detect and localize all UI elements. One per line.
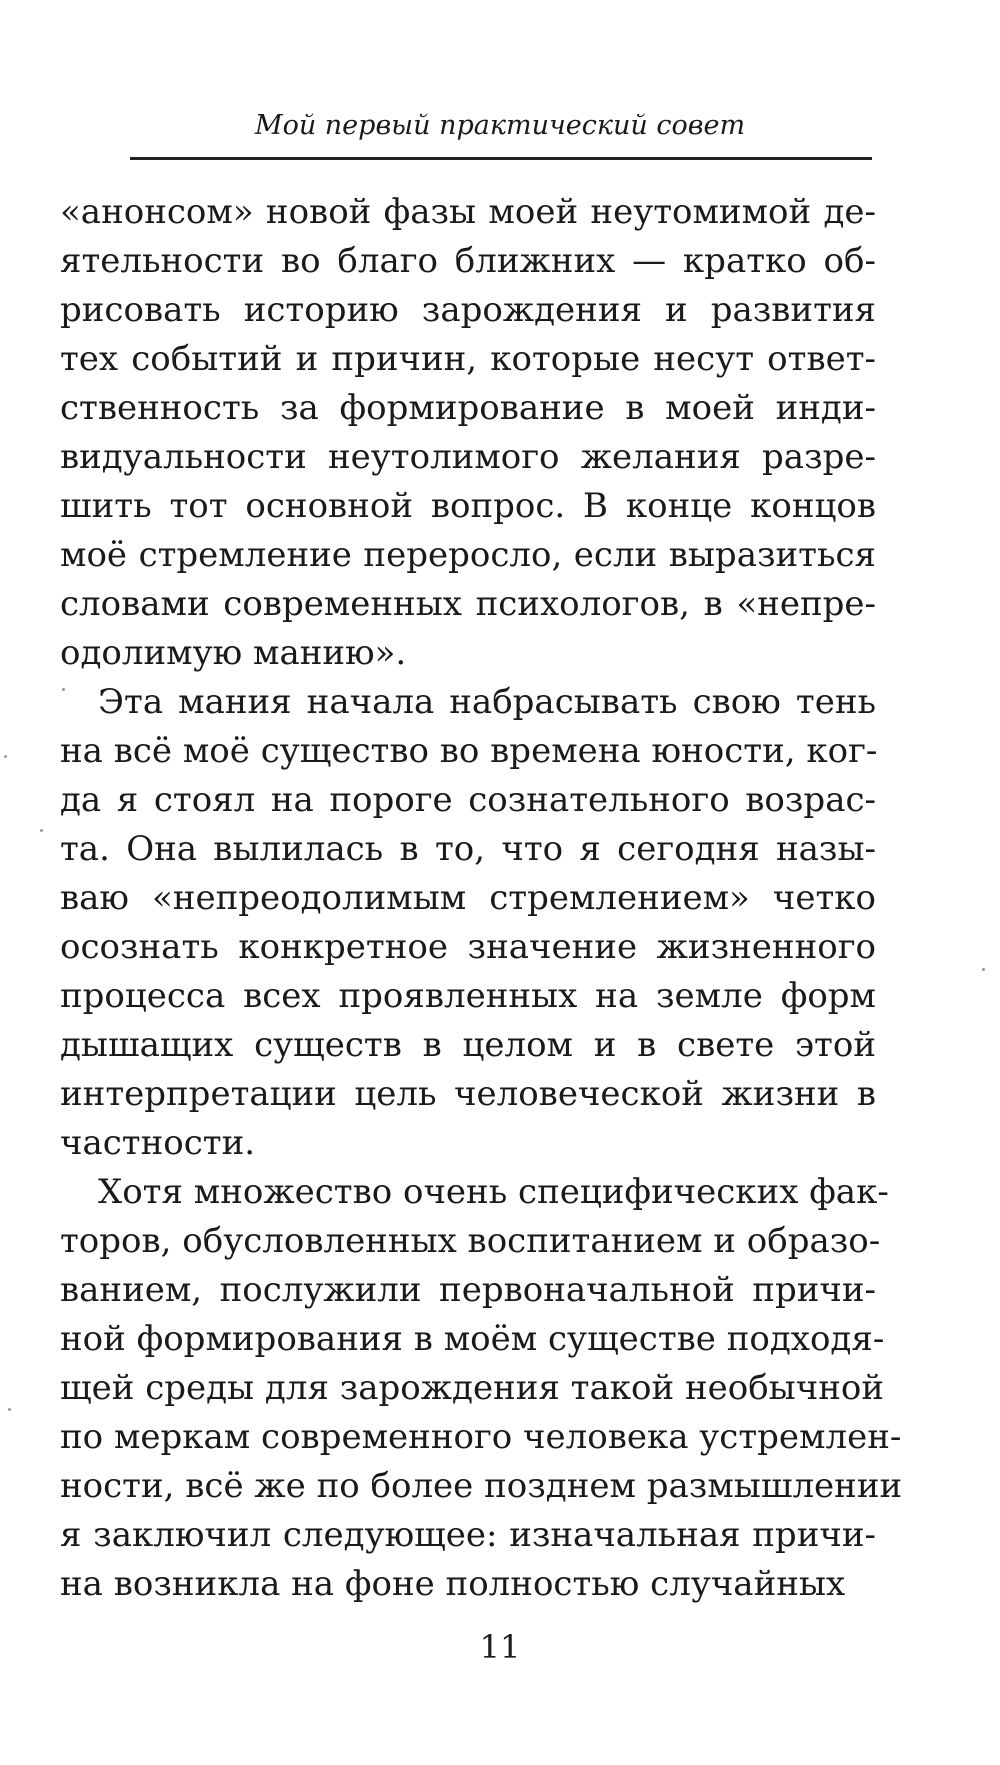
running-header: Мой первый практический совет xyxy=(254,110,746,141)
text-line: видуальности неутолимого желания разре- xyxy=(60,437,876,477)
text-line: торов, обусловленных воспитанием и образо- xyxy=(60,1221,881,1261)
text-line: одолимую манию». xyxy=(60,633,407,673)
text-line: ваю «непреодолимым стремлением» четко xyxy=(60,878,876,918)
text-line: тех событий и причин, которые несут ответ- xyxy=(60,339,876,379)
text-line: я заключил следующее: изначальная причи- xyxy=(60,1515,876,1555)
scan-speck xyxy=(4,755,7,758)
text-line: та. Она вылилась в то, что я сегодня назы- xyxy=(60,829,876,869)
header-rule xyxy=(130,157,872,160)
text-line: Эта мания начала набрасывать свою тень xyxy=(98,682,876,722)
scan-speck xyxy=(40,829,43,832)
text-line: да я стоял на пороге сознательного возрас- xyxy=(60,780,876,820)
page-number: 11 xyxy=(479,1628,521,1666)
text-line: процесса всех проявленных на земле форм xyxy=(60,976,876,1016)
text-line: ванием, послужили первоначальной причи- xyxy=(60,1270,876,1310)
text-line: на всё моё существо во времена юности, ког- xyxy=(60,731,878,771)
text-line: «анонсом» новой фазы моей неутомимой де- xyxy=(60,192,876,232)
paragraph xyxy=(60,188,876,678)
text-line: Хотя множество очень специфических фак- xyxy=(98,1172,889,1212)
text-line: по меркам современного человека устремлен- xyxy=(60,1417,902,1457)
text-line: на возникла на фоне полностью случайных xyxy=(60,1564,846,1604)
text-line: рисовать историю зарождения и развития xyxy=(60,290,876,330)
paragraph xyxy=(60,678,876,1168)
text-line: ятельности во благо ближних — кратко об- xyxy=(60,241,876,281)
paragraph xyxy=(60,1168,903,1609)
text-line: ной формирования в моём существе подходя- xyxy=(60,1319,885,1359)
body-text xyxy=(60,188,903,1609)
scan-speck xyxy=(982,968,985,971)
text-line: частности. xyxy=(60,1123,256,1163)
scan-speck xyxy=(8,1408,11,1411)
text-line: ственность за формирование в моей инди- xyxy=(60,388,876,428)
text-line: ности, всё же по более позднем размышлении xyxy=(60,1466,903,1506)
text-line: словами современных психологов, в «непре- xyxy=(60,584,876,624)
text-line: моё стремление переросло, если выразиться xyxy=(60,535,876,575)
text-line: дышащих существ в целом и в свете этой xyxy=(60,1025,876,1065)
text-line: осознать конкретное значение жизненного xyxy=(60,927,876,967)
text-line: шить тот основной вопрос. В конце концов xyxy=(60,486,876,526)
text-line: интерпретации цель человеческой жизни в xyxy=(60,1074,876,1114)
scan-speck xyxy=(62,688,65,691)
text-line: щей среды для зарождения такой необычной xyxy=(60,1368,885,1408)
